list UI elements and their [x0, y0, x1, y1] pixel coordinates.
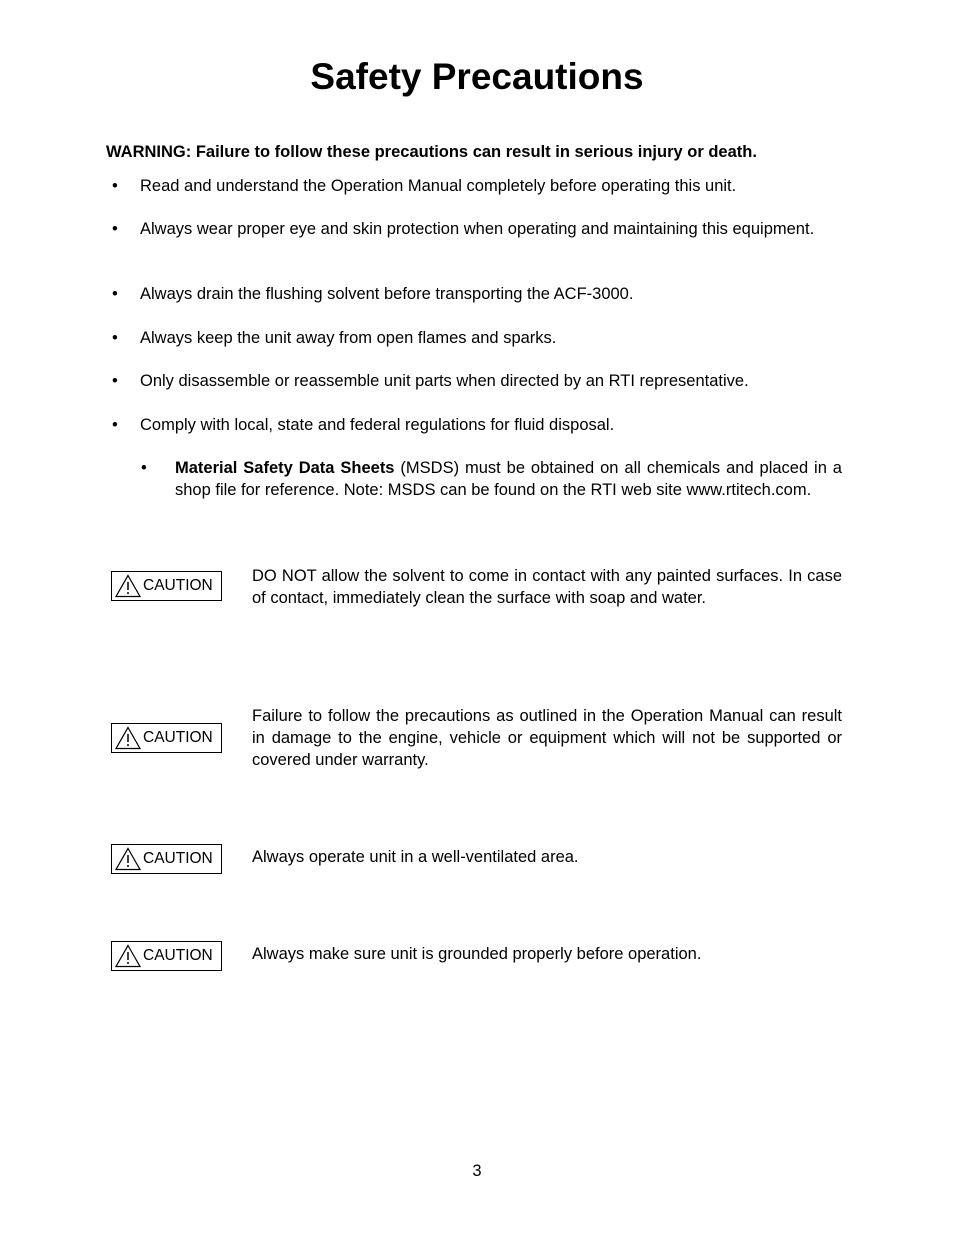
bullet-item [112, 283, 842, 305]
bullet-item [112, 327, 842, 349]
warning-triangle-icon [115, 847, 141, 871]
caution-label-box [111, 723, 222, 753]
caution-label: CAUTION [143, 850, 213, 867]
bullet-text: Always wear proper eye and skin protection when operating and maintaining this equipment. [140, 220, 815, 238]
msds-bullet-item [141, 457, 842, 501]
caution-label: CAUTION [143, 947, 213, 964]
caution-text: Always make sure unit is grounded properly before operation. [252, 945, 702, 963]
msds-text: (MSDS) must be obtained on all chemicals and placed in a shop file for reference. Note: MSDS can be found on the RTI web site www.rtitech.com. [175, 459, 842, 499]
bullet-text: Always drain the flushing solvent before transporting the ACF-3000. [140, 285, 634, 303]
msds-bold-term: Material Safety Data Sheets [175, 459, 395, 477]
warning-triangle-icon [115, 944, 141, 968]
caution-text: Failure to follow the precautions as outlined in the Operation Manual can result in damage to the engine, vehicle or equipment which will not be supported or covered under warranty. [252, 707, 842, 769]
warning-triangle-icon [115, 574, 141, 598]
warning-statement: WARNING: Failure to follow these precautions can result in serious injury or death. [106, 143, 757, 161]
caution-text: DO NOT allow the solvent to come in contact with any painted surfaces. In case of contact, immediately clean the surface with soap and water. [252, 567, 842, 607]
bullet-dot: • [112, 372, 118, 390]
bullet-item [112, 370, 842, 392]
bullet-text: Read and understand the Operation Manual completely before operating this unit. [140, 177, 737, 195]
bullet-text: Always keep the unit away from open flames and sparks. [140, 329, 557, 347]
warning-triangle-icon [115, 726, 141, 750]
caution-text: Always operate unit in a well-ventilated area. [252, 848, 579, 866]
page-title: Safety Precautions [310, 56, 644, 97]
caution-label-box [111, 844, 222, 874]
caution-label: CAUTION [143, 577, 213, 594]
bullet-item [112, 175, 842, 197]
bullet-text: Only disassemble or reassemble unit parts when directed by an RTI representative. [140, 372, 749, 390]
caution-label: CAUTION [143, 729, 213, 746]
bullet-dot: • [112, 285, 118, 303]
bullet-item [112, 218, 842, 240]
page-number: 3 [472, 1162, 482, 1180]
bullet-dot: • [112, 177, 118, 195]
bullet-text: Comply with local, state and federal regulations for fluid disposal. [140, 416, 615, 434]
bullet-dot: • [141, 459, 147, 477]
caution-label-box [111, 571, 222, 601]
bullet-item [112, 414, 842, 436]
bullet-dot: • [112, 220, 118, 238]
bullet-dot: • [112, 416, 118, 434]
caution-label-box [111, 941, 222, 971]
bullet-dot: • [112, 329, 118, 347]
